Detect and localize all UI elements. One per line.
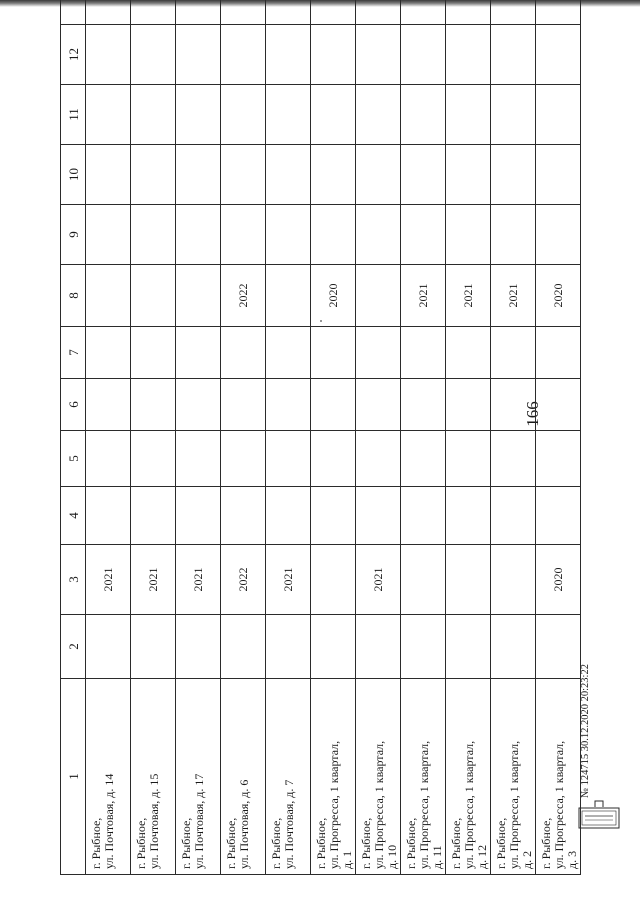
year-cell-col3: 2021 <box>131 545 176 615</box>
address-line: г. Рыбное, <box>134 817 148 869</box>
column-number: 7 <box>61 327 86 379</box>
empty-cell <box>176 487 221 545</box>
empty-cell <box>401 205 446 265</box>
registration-number: № 124715 30.12.2020 20:23:22 <box>580 664 591 798</box>
empty-cell <box>131 145 176 205</box>
column-number: 4 <box>61 487 86 545</box>
empty-cell <box>311 205 356 265</box>
address-line: ул. Прогресса, 1 квартал, <box>462 740 476 869</box>
table-row <box>356 0 401 875</box>
address-cell <box>86 679 131 875</box>
year-cell-col3: 2021 <box>356 545 401 615</box>
year-cell-col8 <box>86 265 131 327</box>
empty-cell <box>536 145 581 205</box>
address-line: г. Рыбное, <box>179 817 193 869</box>
empty-cell <box>221 25 266 85</box>
empty-cell <box>401 379 446 431</box>
address-cell <box>131 679 176 875</box>
column-number: 3 <box>61 545 86 615</box>
empty-cell <box>176 145 221 205</box>
empty-cell <box>86 615 131 679</box>
address-cell <box>176 679 221 875</box>
address-line: г. Рыбное, <box>449 817 463 869</box>
empty-cell <box>536 431 581 487</box>
address-cell <box>491 679 536 875</box>
empty-cell <box>86 431 131 487</box>
empty-cell <box>401 615 446 679</box>
address-line: г. Рыбное, <box>404 817 418 869</box>
address-cell <box>401 679 446 875</box>
empty-cell <box>491 25 536 85</box>
year-cell-col3: 2022 <box>221 545 266 615</box>
table-row <box>221 0 266 875</box>
address-line: ул. Прогресса, 1 квартал, <box>417 740 431 869</box>
empty-cell <box>356 431 401 487</box>
empty-cell <box>446 145 491 205</box>
empty-cell <box>266 145 311 205</box>
column-number: 12 <box>61 25 86 85</box>
table-row <box>86 0 131 875</box>
address-cell <box>356 679 401 875</box>
year-cell-col8 <box>176 265 221 327</box>
address-line: г. Рыбное, <box>494 817 508 869</box>
address-line: ул. Почтовая, д. 17 <box>192 773 206 869</box>
empty-cell <box>176 0 221 25</box>
empty-cell <box>221 205 266 265</box>
empty-cell <box>266 327 311 379</box>
empty-cell <box>491 379 536 431</box>
address-line: д. 10 <box>385 844 399 869</box>
table-row <box>266 0 311 875</box>
year-cell-col3 <box>446 545 491 615</box>
empty-cell <box>446 615 491 679</box>
empty-cell <box>221 0 266 25</box>
empty-cell <box>446 327 491 379</box>
table-row <box>131 0 176 875</box>
empty-cell <box>86 25 131 85</box>
empty-cell <box>176 85 221 145</box>
address-line: ул. Почтовая, д. 7 <box>282 779 296 869</box>
empty-cell <box>176 379 221 431</box>
empty-cell <box>311 145 356 205</box>
empty-cell <box>86 327 131 379</box>
address-line: д. 3 <box>565 850 579 869</box>
empty-cell <box>401 85 446 145</box>
empty-cell <box>401 487 446 545</box>
empty-cell <box>176 615 221 679</box>
empty-cell <box>131 25 176 85</box>
table-row <box>401 0 446 875</box>
empty-cell <box>446 379 491 431</box>
empty-cell <box>311 327 356 379</box>
address-line: д. 11 <box>430 845 444 869</box>
empty-cell <box>131 487 176 545</box>
empty-cell <box>131 327 176 379</box>
empty-cell <box>356 0 401 25</box>
table-header-row <box>61 0 86 875</box>
empty-cell <box>86 205 131 265</box>
empty-cell <box>176 327 221 379</box>
address-line: г. Рыбное, <box>359 817 373 869</box>
address-line: ул. Прогресса, 1 квартал, <box>372 740 386 869</box>
address-line: д. 12 <box>475 844 489 869</box>
empty-cell <box>446 205 491 265</box>
empty-cell <box>221 145 266 205</box>
year-cell-col3: 2021 <box>176 545 221 615</box>
column-number: 8 <box>61 265 86 327</box>
year-cell-col8: 2022 <box>221 265 266 327</box>
year-cell-col8 <box>266 265 311 327</box>
address-cell <box>446 679 491 875</box>
empty-cell <box>536 327 581 379</box>
address-cell <box>221 679 266 875</box>
empty-cell <box>131 431 176 487</box>
empty-cell <box>491 205 536 265</box>
empty-cell <box>491 85 536 145</box>
empty-cell <box>311 487 356 545</box>
page-number: 166 <box>523 401 542 427</box>
year-cell-col8 <box>131 265 176 327</box>
empty-cell <box>536 25 581 85</box>
empty-cell <box>401 145 446 205</box>
address-cell <box>266 679 311 875</box>
address-line: ул. Почтовая, д. 15 <box>147 773 161 869</box>
empty-cell <box>311 379 356 431</box>
empty-cell <box>266 85 311 145</box>
empty-cell <box>356 25 401 85</box>
empty-cell <box>446 431 491 487</box>
column-number: 5 <box>61 431 86 487</box>
year-cell-col8: 2021 <box>401 265 446 327</box>
table-row <box>446 0 491 875</box>
year-cell-col3 <box>311 545 356 615</box>
empty-cell <box>446 487 491 545</box>
address-line: ул. Почтовая, д. 6 <box>237 779 251 869</box>
column-number: 6 <box>61 379 86 431</box>
empty-cell <box>491 327 536 379</box>
empty-cell <box>221 487 266 545</box>
empty-cell <box>491 0 536 25</box>
empty-cell <box>221 431 266 487</box>
empty-cell <box>86 0 131 25</box>
empty-cell <box>536 379 581 431</box>
empty-cell <box>266 205 311 265</box>
empty-cell <box>266 615 311 679</box>
address-line: г. Рыбное, <box>89 817 103 869</box>
year-cell-col8 <box>356 265 401 327</box>
address-line: г. Рыбное, <box>314 817 328 869</box>
empty-cell <box>311 0 356 25</box>
empty-cell <box>536 0 581 25</box>
address-cell <box>311 679 356 875</box>
year-cell-col8: 2021 <box>446 265 491 327</box>
empty-cell <box>401 25 446 85</box>
year-cell-col8: 2020 <box>536 265 581 327</box>
empty-cell <box>446 25 491 85</box>
empty-cell <box>491 145 536 205</box>
address-line: г. Рыбное, <box>539 817 553 869</box>
rotated-table-frame <box>60 25 580 875</box>
year-cell-col3: 2021 <box>86 545 131 615</box>
empty-cell <box>131 205 176 265</box>
empty-cell <box>536 85 581 145</box>
empty-cell <box>266 431 311 487</box>
table-row <box>491 0 536 875</box>
table-row <box>176 0 221 875</box>
year-cell-col3: 2021 <box>266 545 311 615</box>
empty-cell <box>446 0 491 25</box>
empty-cell <box>131 379 176 431</box>
empty-cell <box>86 379 131 431</box>
empty-cell <box>221 379 266 431</box>
empty-cell <box>536 205 581 265</box>
address-line: ул. Прогресса, 1 квартал, <box>327 740 341 869</box>
register-table <box>60 0 581 875</box>
empty-cell <box>356 205 401 265</box>
empty-cell <box>131 615 176 679</box>
empty-cell <box>401 431 446 487</box>
empty-cell <box>221 327 266 379</box>
address-line: ул. Прогресса, 1 квартал, <box>552 740 566 869</box>
empty-cell <box>356 615 401 679</box>
table-row <box>536 0 581 875</box>
empty-cell <box>536 487 581 545</box>
empty-cell <box>266 25 311 85</box>
address-line: д. 1 <box>340 850 354 869</box>
address-line: д. 2 <box>520 850 534 869</box>
empty-cell <box>176 25 221 85</box>
table-row <box>311 0 356 875</box>
empty-cell <box>536 615 581 679</box>
column-number: 10 <box>61 145 86 205</box>
empty-cell <box>131 0 176 25</box>
year-cell-col8: 2021 <box>491 265 536 327</box>
year-cell-col3 <box>401 545 446 615</box>
empty-cell <box>86 145 131 205</box>
document-stamp-icon <box>577 796 621 832</box>
address-line: ул. Прогресса, 1 квартал, <box>507 740 521 869</box>
empty-cell <box>401 0 446 25</box>
empty-cell <box>176 431 221 487</box>
empty-cell <box>356 145 401 205</box>
empty-cell <box>401 327 446 379</box>
empty-cell <box>311 85 356 145</box>
empty-cell <box>491 431 536 487</box>
empty-cell <box>266 379 311 431</box>
column-number <box>61 0 86 25</box>
empty-cell <box>311 431 356 487</box>
column-number: 2 <box>61 615 86 679</box>
year-cell-col8: 2020 <box>311 265 356 327</box>
column-number: 9 <box>61 205 86 265</box>
empty-cell <box>131 85 176 145</box>
year-cell-col3: 2020 <box>536 545 581 615</box>
empty-cell <box>86 487 131 545</box>
empty-cell <box>446 85 491 145</box>
column-number: 1 <box>61 679 86 875</box>
empty-cell <box>221 615 266 679</box>
empty-cell <box>356 379 401 431</box>
empty-cell <box>356 327 401 379</box>
year-cell-col3 <box>491 545 536 615</box>
empty-cell <box>356 487 401 545</box>
empty-cell <box>176 205 221 265</box>
empty-cell <box>221 85 266 145</box>
empty-cell <box>266 487 311 545</box>
address-line: г. Рыбное, <box>224 817 238 869</box>
empty-cell <box>491 487 536 545</box>
empty-cell <box>311 25 356 85</box>
address-cell <box>536 679 581 875</box>
empty-cell <box>311 615 356 679</box>
empty-cell <box>266 0 311 25</box>
empty-cell <box>356 85 401 145</box>
column-number: 11 <box>61 85 86 145</box>
empty-cell <box>86 85 131 145</box>
address-line: г. Рыбное, <box>269 817 283 869</box>
address-line: ул. Почтовая, д. 14 <box>102 773 116 869</box>
empty-cell <box>491 615 536 679</box>
